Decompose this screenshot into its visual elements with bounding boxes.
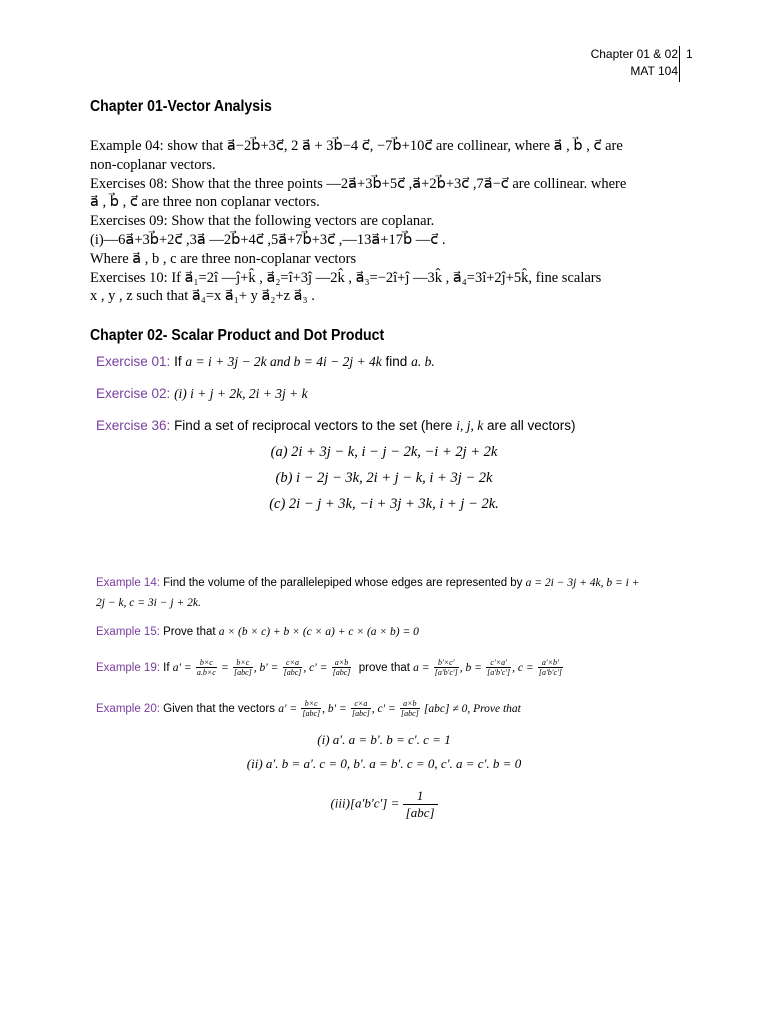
exercise-label: Exercise 01: xyxy=(96,354,171,369)
ch1-line: Example 04: show that a⃗−2b⃗+3c⃗, 2 a⃗ + 3b⃗−4 c⃗, −7b⃗+10c⃗ are collinear, where a⃗ , b⃗ , c⃗ are xyxy=(90,138,623,154)
example-20-part-i: (i) a′. a = b′. b = c′. c = 1 xyxy=(317,732,451,747)
ch1-line: (i)—6a⃗+3b⃗+2c⃗ ,3a⃗ —2b⃗+4c⃗ ,5a⃗+7b⃗+3c⃗ ,—13a⃗+17b⃗ —c⃗ . xyxy=(90,231,446,248)
fraction: $\frac{c\times a}{\text{[abc]}}$ xyxy=(283,658,302,678)
fraction: $\frac{c'\times a'}{[a'b'c']}$ xyxy=(487,658,511,678)
ch1-line: Where a⃗ , b , c are three non-coplanar vectors xyxy=(90,250,357,267)
fraction: $\frac{a\times b}{\text{[abc]}}$ xyxy=(400,699,419,719)
ch1-line: non-coplanar vectors. xyxy=(90,156,216,173)
page-header xyxy=(591,46,678,80)
ch1-line: x , y , z such that a⃗₄=x a⃗₁+ y a⃗₂+z a⃗₃ . xyxy=(90,288,315,305)
chapter-01-body xyxy=(90,137,690,306)
chapter-02-title: Chapter 02- Scalar Product and Dot Product xyxy=(90,327,385,344)
exercise-label: Exercise 36: xyxy=(96,418,171,433)
example-20-part-iii: (iii)[a′b′c′] = $\frac{1}{\text{[abc]}}$ xyxy=(0,788,768,821)
exercise-01: Exercise 01: If a = i + 3j − 2k and b = 4i − 2j + 4k find a. b. xyxy=(96,354,435,369)
exercise-36-item-b: (b) i − 2j − 3k, 2i + j − k, i + 3j − 2k xyxy=(275,470,493,486)
ch1-line: Exercises 10: If a⃗₁=2î —ĵ+k̂ , a⃗₂=î+3ĵ —2k̂ , a⃗₃=−2î+ĵ —3k̂ , a⃗₄=3î+2ĵ+5k̂, fine scalars xyxy=(90,269,602,286)
ch1-line: a⃗ , b⃗ , c⃗ are three non coplanar vectors. xyxy=(90,194,320,211)
page-number: 1 xyxy=(686,47,693,61)
header-divider xyxy=(679,46,680,82)
example-label: Example 14: xyxy=(96,577,160,589)
fraction: $\frac{b\times c}{\text{[abc]}}$ xyxy=(233,658,252,678)
fraction: $\frac{c\times a}{\text{[abc]}}$ xyxy=(351,699,370,719)
fraction: $\frac{1}{\text{[abc]}}$ xyxy=(403,788,438,821)
exercise-36: Exercise 36: Find a set of reciprocal vectors to the set (here i, j, k are all vectors) xyxy=(96,418,576,433)
header-course: MAT 104 xyxy=(630,64,678,78)
example-20-part-ii: (ii) a′. b = a′. c = 0, b′. a = b′. c = 0, c′. a = c′. b = 0 xyxy=(246,756,522,771)
exercise-36-item-c: (c) 2i − j + 3k, −i + 3j + 3k, i + j − 2k. xyxy=(269,496,499,512)
example-14: Example 14: Find the volume of the parallelepiped whose edges are represented by a = 2i − 3j + 4k, b = i + 2j − k, c = 3i − j + 2k. xyxy=(96,577,640,609)
exercise-02: Exercise 02: (i) i + j + 2k, 2i + 3j + k xyxy=(96,386,308,401)
ch1-line: Exercises 08: Show that the three points —2a⃗+3b⃗+5c⃗ ,a⃗+2b⃗+3c⃗ ,7a⃗−c⃗ are collinear. where xyxy=(90,175,627,192)
exercise-label: Exercise 02: xyxy=(96,386,171,401)
fraction: $\frac{a\times b}{\text{[abc]}}$ xyxy=(332,658,351,678)
fraction: $\frac{b'\times c'}{[a'b'c']}$ xyxy=(434,658,458,678)
fraction: $\frac{b\times c}{\text{[abc]}}$ xyxy=(302,699,321,719)
example-label: Example 19: xyxy=(96,662,160,674)
chapter-01-title: Chapter 01-Vector Analysis xyxy=(90,98,272,115)
ch1-line: Exercises 09: Show that the following vectors are coplanar. xyxy=(90,213,435,230)
example-label: Example 20: xyxy=(96,703,160,715)
exercise-36-item-a: (a) 2i + 3j − k, i − j − 2k, −i + 2j + 2k xyxy=(270,444,498,460)
fraction: $\frac{a'\times b'}{[a'b'c']}$ xyxy=(538,658,562,678)
example-20: Example 20: Given that the vectors a′ = $\frac{b\times c}{\text{[abc]}}$ , b′ = $\frac{c\times a}{\text{[abc]}}$ , c′ = $\frac{a\times b}{\text{[abc]}}$ [abc] ≠ 0, Prove that xyxy=(96,699,521,719)
header-chapter: Chapter 01 & 02 xyxy=(590,47,678,61)
example-15: Example 15: Prove that a × (b × c) + b × (c × a) + c × (a × b) = 0 xyxy=(96,626,419,638)
fraction: $\frac{b\times c}{a.b\times c}$ xyxy=(196,658,216,678)
example-19: Example 19: If a′ = $\frac{b\times c}{a.b\times c}$ = $\frac{b\times c}{\text{[abc]}}$ , b′ = $\frac{c\times a}{\text{[abc]}}$ , c′ = $\frac{a\times b}{\text{[abc]}}$ prove that a = $\frac{b'\times c'}{[a'b'c']}$ , b = $\frac{c'\times a'}{[a'b'c']}$ , c = $\frac{a'\times b'}{[a'b'c']}$ xyxy=(96,658,562,678)
example-label: Example 15: xyxy=(96,626,160,638)
